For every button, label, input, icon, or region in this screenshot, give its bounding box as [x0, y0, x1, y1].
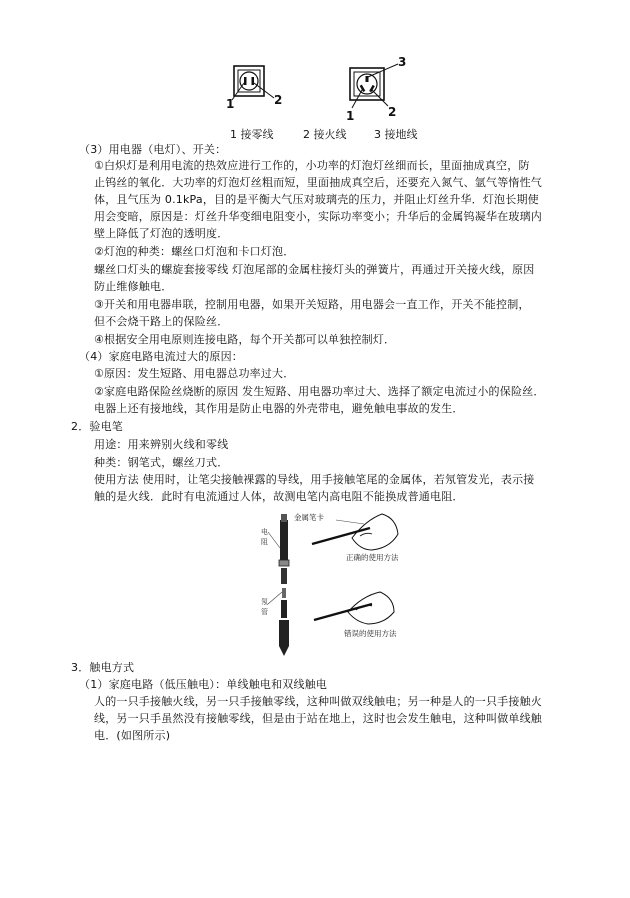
right-label-2: 2 — [388, 105, 397, 119]
pen-label-neon-2: 管 — [261, 608, 268, 616]
s3-p1-line5: 壁上降低了灯泡的透明度． — [94, 227, 229, 240]
three-pin-socket — [346, 56, 406, 123]
shock-heading: 3．触电方式 — [71, 661, 135, 674]
shock-sub: （1）家庭电路（低压触电）：单线触电和双线触电 — [79, 678, 328, 691]
label-correct-usage: 正确的使用方法 — [346, 553, 399, 562]
shock-body-line1: 人的一只手接触火线，另一只手接触零线，这种叫做双线触电；另一种是人的一只手接触火 — [94, 695, 542, 708]
left-label-1: 1 — [226, 97, 235, 111]
tester-method-line2: 触的是火线．此时有电流通过人体，故测电笔内高电阻不能换成普通电阻． — [94, 490, 464, 503]
s4-p2-line2: 电器上还有接地线，其作用是防止电器的外壳带电，避免触电事故的发生． — [94, 402, 464, 415]
tester-heading: 2．验电笔 — [71, 420, 123, 433]
s3-p3-line1: ③开关和用电器串联，控制用电器，如果开关短路，用电器会一直工作，开关不能控制， — [94, 298, 530, 311]
caption-ground: 3 接地线 — [374, 128, 418, 141]
s3-p1-line3: 体，且气压为 0.1kPa，目的是平衡大气压对玻璃壳的压力，并阻止灯丝升华．灯泡长期使 — [94, 193, 539, 206]
s3-p1-line2: 止钨丝的氧化．大功率的灯泡灯丝粗而短，里面抽成真空后，还要充入氮气、氩气等惰性气 — [94, 176, 542, 189]
right-label-1: 1 — [346, 109, 355, 123]
s3-p1-line4: 用会变暗，原因是：灯丝升华变细电阻变小，实际功率变小；升华后的金属钨凝华在玻璃内 — [94, 210, 542, 223]
tester-kinds: 种类：钢笔式，螺丝刀式． — [94, 456, 229, 469]
left-label-2: 2 — [274, 93, 283, 107]
shock-body-line2: 线，另一只手虽然没有接触零线，但是由于站在地上，这时也会发生触电，这种叫做单线触 — [94, 712, 542, 725]
wrong-usage-hand — [314, 592, 397, 638]
tester-pen-figure — [252, 508, 412, 658]
caption-neutral: 1 接零线 — [230, 128, 274, 141]
s3-p4: ④根据安全用电原则连接电路，每个开关都可以单独控制灯． — [94, 333, 396, 346]
pen-label-resistor-2: 阻 — [261, 538, 268, 546]
s3-p2b-line2: 防止维修触电． — [94, 280, 173, 293]
s3-p1-line1: ①白炽灯是利用电流的热效应进行工作的，小功率的灯泡灯丝细而长，里面抽成真空，防 — [94, 159, 530, 172]
two-pin-socket — [226, 66, 282, 111]
section-4-heading: （4）家庭电路电流过大的原因： — [79, 350, 243, 363]
shock-body-line3: 电．(如图所示) — [94, 729, 171, 742]
correct-usage-hand — [294, 512, 399, 562]
right-label-3: 3 — [398, 56, 407, 69]
pen-label-neon-1: 氖 — [261, 598, 268, 606]
s3-p3-line2: 但不会烧干路上的保险丝． — [94, 315, 229, 328]
s3-p2: ②灯泡的种类：螺丝口灯泡和卡口灯泡． — [94, 245, 295, 258]
label-metal-clip: 金属笔卡 — [294, 513, 324, 522]
pen-illustration — [261, 514, 289, 656]
section-3-heading: （3）用电器（电灯）、开关： — [79, 143, 227, 156]
s4-p2-line1: ②家庭电路保险丝烧断的原因 发生短路、用电器功率过大、选择了额定电流过小的保险丝． — [94, 385, 545, 398]
pen-label-resistor-1: 电 — [261, 528, 268, 536]
tester-use: 用途：用来辨别火线和零线 — [94, 438, 229, 451]
s4-p1: ①原因：发生短路、用电器总功率过大． — [94, 367, 295, 380]
socket-diagram — [222, 56, 412, 128]
caption-live: 2 接火线 — [303, 128, 347, 141]
label-wrong-usage: 错误的使用方法 — [344, 629, 397, 638]
tester-method-line1: 使用方法 使用时，让笔尖接触裸露的导线，用手接触笔尾的金属体，若氖管发光，表示接 — [94, 473, 535, 486]
s3-p2b-line1: 螺丝口灯头的螺旋套接零线 灯泡尾部的金属柱接灯头的弹簧片，再通过开关接火线，原因 — [94, 263, 535, 276]
